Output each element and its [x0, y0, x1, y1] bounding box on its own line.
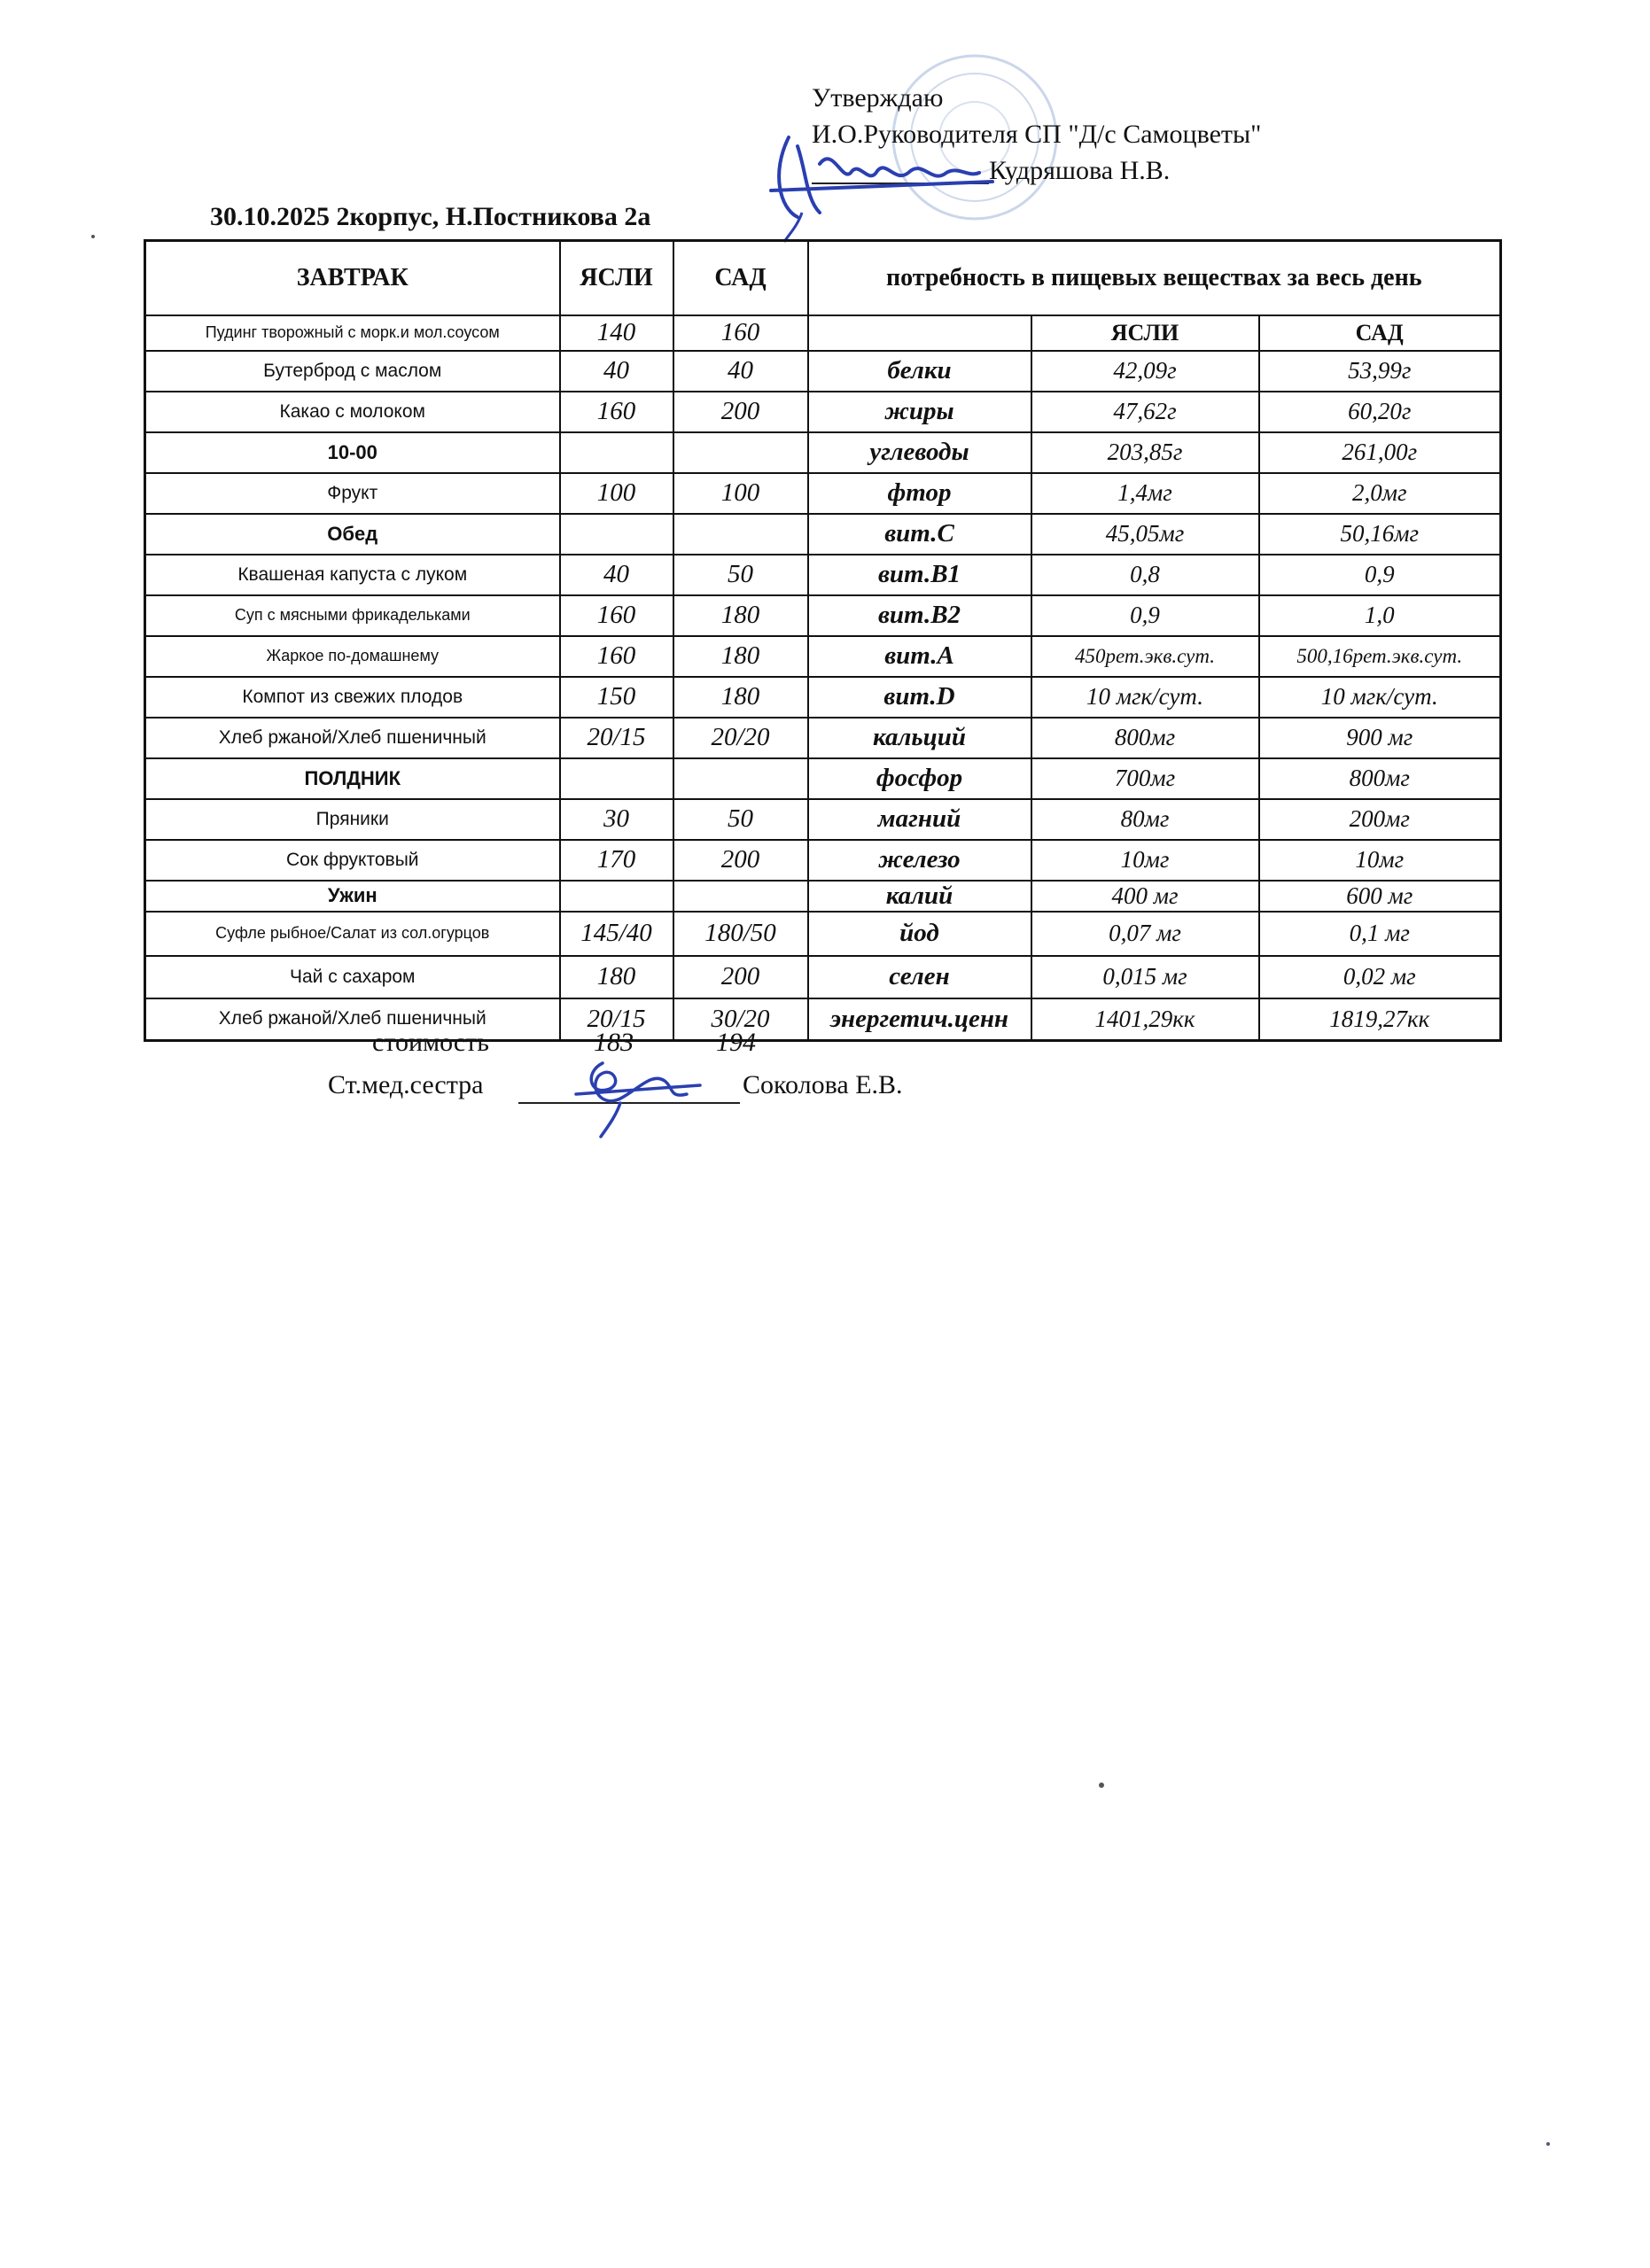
nutrient-name: жиры — [808, 392, 1031, 432]
dish-name: Фрукт — [145, 473, 560, 514]
nutrient-name: фтор — [808, 473, 1031, 514]
dish-name: Сок фруктовый — [145, 840, 560, 881]
nutrient-yasli: 1,4мг — [1031, 473, 1259, 514]
nutrient-yasli: 42,09г — [1031, 351, 1259, 392]
qty-sad: 180 — [673, 595, 808, 636]
section-label: Обед — [145, 514, 560, 555]
table-row — [145, 881, 1501, 912]
table-row — [145, 432, 1501, 473]
section-label: Ужин — [145, 881, 560, 912]
cost-sad: 194 — [716, 1028, 756, 1057]
nutrient-sad: 53,99г — [1259, 351, 1501, 392]
approval-line-1: Утверждаю — [812, 83, 944, 113]
nutrient-sad: 0,9 — [1259, 555, 1501, 595]
nutrient-name: калий — [808, 881, 1031, 912]
qty-sad — [673, 432, 808, 473]
qty-yasli: 40 — [560, 351, 673, 392]
section-label: 10-00 — [145, 432, 560, 473]
nutrient-yasli: 0,8 — [1031, 555, 1259, 595]
qty-sad: 200 — [673, 956, 808, 998]
nutrient-sad: 200мг — [1259, 799, 1501, 840]
qty-sad — [673, 758, 808, 799]
qty-sad: 100 — [673, 473, 808, 514]
qty-yasli: 100 — [560, 473, 673, 514]
table-row — [145, 473, 1501, 514]
qty-yasli: 40 — [560, 555, 673, 595]
table-row — [145, 351, 1501, 392]
scan-speck — [91, 235, 95, 238]
nutrient-sad: 50,16мг — [1259, 514, 1501, 555]
dish-name: Какао с молоком — [145, 392, 560, 432]
qty-yasli: 160 — [560, 595, 673, 636]
dish-name: Чай с сахаром — [145, 956, 560, 998]
table-row — [145, 636, 1501, 677]
dish-name: Квашеная капуста с луком — [145, 555, 560, 595]
dish-name: Бутерброд с маслом — [145, 351, 560, 392]
cost-label: стоимость — [372, 1028, 489, 1057]
nutrient-sad: 0,02 мг — [1259, 956, 1501, 998]
scan-speck — [1546, 2142, 1550, 2146]
qty-sad: 20/20 — [673, 718, 808, 758]
nutrient-yasli: 0,9 — [1031, 595, 1259, 636]
nutrient-sad: 2,0мг — [1259, 473, 1501, 514]
nutrient-name: селен — [808, 956, 1031, 998]
qty-sad — [673, 514, 808, 555]
nutrient-name: йод — [808, 912, 1031, 956]
table-row — [145, 998, 1501, 1041]
nutrient-sad: 500,16рет.экв.сут. — [1259, 636, 1501, 677]
dish-name: Суфле рыбное/Салат из сол.огурцов — [145, 912, 560, 956]
qty-yasli — [560, 758, 673, 799]
qty-yasli: 20/15 — [560, 718, 673, 758]
table-row — [145, 718, 1501, 758]
qty-sad: 50 — [673, 799, 808, 840]
dish-name: Хлеб ржаной/Хлеб пшеничный — [145, 998, 560, 1041]
dish-name: Компот из свежих плодов — [145, 677, 560, 718]
approval-line-2: И.О.Руководителя СП "Д/с Самоцветы" — [812, 120, 1262, 149]
nutrient-sad: 1819,27кк — [1259, 998, 1501, 1041]
nutrient-sad: 1,0 — [1259, 595, 1501, 636]
qty-sad: 180 — [673, 636, 808, 677]
nutrient-name: фосфор — [808, 758, 1031, 799]
nutrient-yasli: 400 мг — [1031, 881, 1259, 912]
table-row — [145, 514, 1501, 555]
table-row — [145, 956, 1501, 998]
nutrient-name: вит.D — [808, 677, 1031, 718]
nutrient-name: белки — [808, 351, 1031, 392]
qty-yasli: 20/15 — [560, 998, 673, 1041]
table-row — [145, 555, 1501, 595]
dish-name: Жаркое по-домашнему — [145, 636, 560, 677]
nutrient-name: вит.В1 — [808, 555, 1031, 595]
header-sad: САД — [673, 241, 808, 315]
nutrient-sad: 261,00г — [1259, 432, 1501, 473]
nutrient-sad: 900 мг — [1259, 718, 1501, 758]
nutrient-name: вит.В2 — [808, 595, 1031, 636]
table-row — [145, 595, 1501, 636]
nutrient-name: вит.А — [808, 636, 1031, 677]
table-row — [145, 392, 1501, 432]
qty-sad — [673, 881, 808, 912]
nutrient-name: вит.С — [808, 514, 1031, 555]
nutrient-yasli: 47,62г — [1031, 392, 1259, 432]
cost-yasli: 183 — [594, 1028, 634, 1057]
header-meal: ЗАВТРАК — [145, 241, 560, 315]
nutrient-yasli: 0,015 мг — [1031, 956, 1259, 998]
dish-name: Пудинг творожный с морк.и мол.соусом — [145, 315, 560, 351]
qty-sad: 30/20 — [673, 998, 808, 1041]
nutrient-yasli: 10 мгк/сут. — [1031, 677, 1259, 718]
nurse-name: Соколова Е.В. — [743, 1070, 903, 1099]
qty-sad: 180/50 — [673, 912, 808, 956]
dish-name: Хлеб ржаной/Хлеб пшеничный — [145, 718, 560, 758]
qty-sad: 200 — [673, 392, 808, 432]
table-row — [145, 799, 1501, 840]
header-needs: потребность в пищевых веществах за весь день — [808, 241, 1501, 315]
dish-name: Пряники — [145, 799, 560, 840]
qty-yasli: 140 — [560, 315, 673, 351]
nutrient-yasli: 0,07 мг — [1031, 912, 1259, 956]
nutrient-yasli: 800мг — [1031, 718, 1259, 758]
table-row — [145, 677, 1501, 718]
qty-yasli: 145/40 — [560, 912, 673, 956]
needs-subheader-sad: САД — [1259, 315, 1501, 351]
qty-yasli: 160 — [560, 636, 673, 677]
menu-table — [144, 239, 1502, 1042]
nutrient-name: кальций — [808, 718, 1031, 758]
qty-sad: 160 — [673, 315, 808, 351]
nutrient-sad: 0,1 мг — [1259, 912, 1501, 956]
nurse-signature — [567, 1041, 709, 1138]
qty-yasli: 150 — [560, 677, 673, 718]
nutrient-sad: 10мг — [1259, 840, 1501, 881]
qty-sad: 180 — [673, 677, 808, 718]
nutrient-sad: 600 мг — [1259, 881, 1501, 912]
nutrient-name: железо — [808, 840, 1031, 881]
qty-yasli — [560, 432, 673, 473]
nutrient-yasli: 700мг — [1031, 758, 1259, 799]
needs-subheader-yasli: ЯСЛИ — [1031, 315, 1259, 351]
qty-yasli: 180 — [560, 956, 673, 998]
qty-yasli: 30 — [560, 799, 673, 840]
nutrient-name: энергетич.ценн — [808, 998, 1031, 1041]
document-title: 30.10.2025 2корпус, Н.Постникова 2а — [210, 202, 651, 231]
qty-yasli — [560, 881, 673, 912]
dish-name: Суп с мясными фрикадельками — [145, 595, 560, 636]
qty-sad: 40 — [673, 351, 808, 392]
table-row — [145, 912, 1501, 956]
nutrient-sad: 800мг — [1259, 758, 1501, 799]
nutrient-yasli: 10мг — [1031, 840, 1259, 881]
nutrient-yasli: 1401,29кк — [1031, 998, 1259, 1041]
nutrient-yasli: 203,85г — [1031, 432, 1259, 473]
nutrient-name: углеводы — [808, 432, 1031, 473]
nutrient-yasli: 450рет.экв.сут. — [1031, 636, 1259, 677]
table-row — [145, 758, 1501, 799]
nutrient-sad: 60,20г — [1259, 392, 1501, 432]
section-label: ПОЛДНИК — [145, 758, 560, 799]
scan-speck — [1099, 1783, 1104, 1788]
nutrient-name — [808, 315, 1031, 351]
table-header-row — [145, 241, 1501, 315]
nutrient-name: магний — [808, 799, 1031, 840]
qty-yasli: 160 — [560, 392, 673, 432]
qty-sad: 50 — [673, 555, 808, 595]
nutrient-sad: 10 мгк/сут. — [1259, 677, 1501, 718]
approver-name: Кудряшова Н.В. — [989, 156, 1171, 185]
director-signature — [735, 120, 1019, 244]
nurse-label: Ст.мед.сестра — [328, 1070, 484, 1099]
table-row — [145, 840, 1501, 881]
header-yasli: ЯСЛИ — [560, 241, 673, 315]
nutrient-yasli: 45,05мг — [1031, 514, 1259, 555]
nutrient-yasli: 80мг — [1031, 799, 1259, 840]
table-row — [145, 315, 1501, 351]
qty-yasli: 170 — [560, 840, 673, 881]
qty-sad: 200 — [673, 840, 808, 881]
qty-yasli — [560, 514, 673, 555]
